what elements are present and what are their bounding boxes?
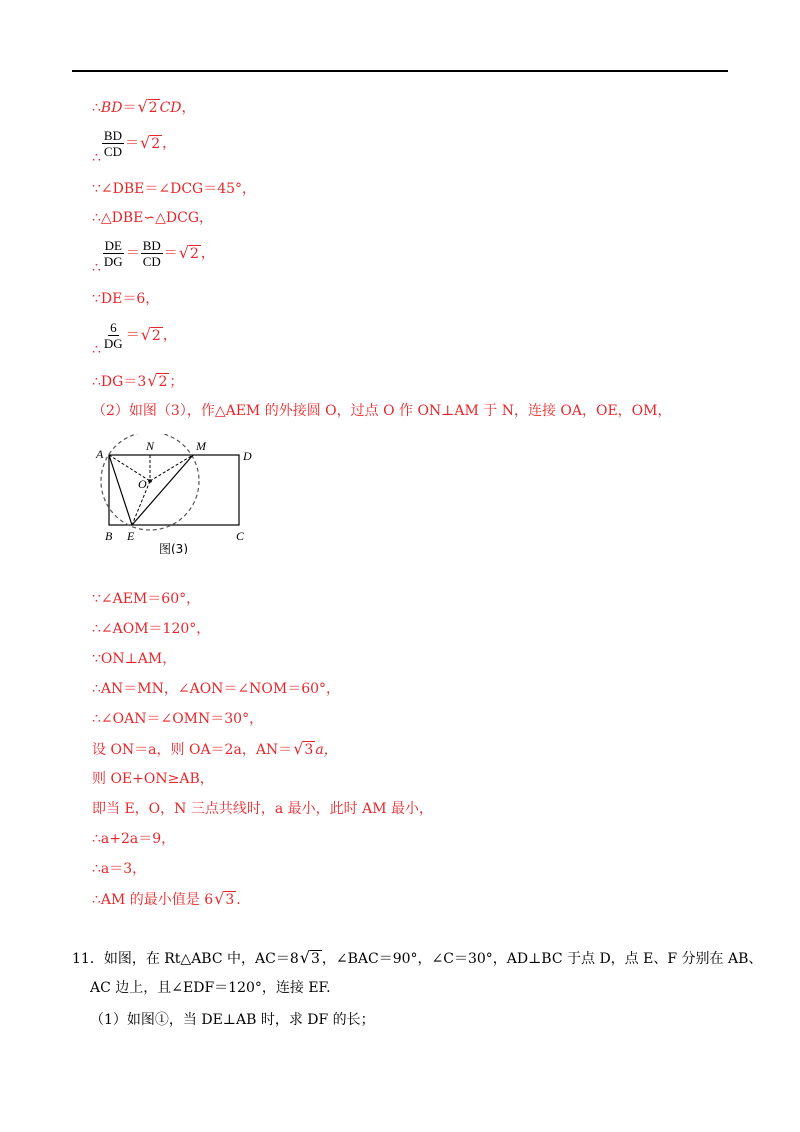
sqrt-expression: √2: [139, 132, 161, 152]
label-m: M: [196, 439, 206, 453]
equals: ＝: [163, 245, 178, 262]
problem-11-text-cont: ，∠BAC＝90°，∠C＝30°，AD⊥BC 于点 D，点 E、F 分别在 AB、: [321, 951, 763, 967]
line-an-mn: ∴AN＝MN，∠AON＝∠NOM＝60°，: [92, 681, 341, 697]
sqrt-expression: √2: [178, 242, 199, 262]
label-c: C: [236, 529, 245, 543]
sqrt-expression: √2: [137, 97, 158, 116]
segment-ae: [109, 455, 132, 525]
text-dg: ∴DG＝3: [92, 374, 147, 390]
line-aem: ∵∠AEM＝60°，: [92, 591, 201, 607]
label-b: B: [105, 529, 113, 543]
line-part2-intro: （2）如图（3），作△AEM 的外接圆 O，过点 O 作 ON⊥AM 于 N，连接 OA，OE，OM，: [92, 403, 672, 419]
problem-11-text: 11．如图，在 Rt△ABC 中，AC＝8: [72, 951, 299, 967]
line-oe-on: 则 OE+ON≥AB，: [92, 771, 214, 787]
problem-11-line1: [72, 948, 762, 969]
line-oan: ∴∠OAN＝∠OMN＝30°，: [92, 711, 264, 727]
punct: ，: [162, 135, 177, 152]
line-a-3: ∴a＝3，: [92, 861, 147, 877]
figure-3: [92, 434, 272, 554]
fraction-bd-cd: $\frac{BD}{CD}$: [142, 238, 161, 269]
line-frac-bd-cd: [92, 128, 177, 166]
text-set-on: 设 ON＝a，则 OA＝2a，AN＝: [92, 742, 293, 758]
label-n: N: [146, 439, 155, 453]
center-point: [148, 479, 152, 483]
therefore-symbol: ∴: [92, 149, 101, 166]
equals: ＝: [125, 245, 140, 262]
sqrt-expression: √3: [214, 889, 235, 908]
text-bd: BD: [100, 100, 123, 116]
equals: ＝: [125, 327, 140, 344]
text-am-min: ∴AM 的最小值是 6: [92, 892, 214, 908]
punct: ，: [162, 327, 177, 344]
line-angles: ∵∠DBE＝∠DCG＝45°，: [92, 181, 257, 197]
line-bd-eq: [92, 98, 196, 117]
label-o: O: [138, 477, 147, 491]
fraction-de-dg: $\frac{DE}{DG}$: [103, 238, 123, 269]
therefore-symbol: ∴: [92, 341, 101, 358]
sqrt-expression: √3: [293, 739, 314, 758]
equals: ＝: [122, 100, 137, 116]
line-frac-de-dg: [92, 238, 215, 276]
line-dg-result: [92, 372, 183, 391]
segment-om: [150, 455, 193, 481]
fraction-6-dg: $\frac{6}{DG}$: [103, 320, 123, 351]
problem-11-line2: AC 边上，且∠EDF＝120°，连接 EF.: [90, 980, 331, 996]
punct: ，: [181, 100, 196, 116]
line-aom: ∴∠AOM＝120°，: [92, 621, 211, 637]
line-similar: ∴△DBE∽△DCG，: [92, 210, 214, 226]
sqrt-expression: √3: [299, 948, 320, 967]
line-on-perp: ∵ON⊥AM，: [92, 651, 177, 667]
label-e: E: [127, 529, 135, 543]
equals: ＝: [124, 135, 139, 152]
line-a-sum: ∴a+2a＝9，: [92, 831, 176, 847]
line-de-6: ∵DE＝6，: [92, 291, 160, 307]
punct: a，: [315, 742, 338, 758]
line-frac-6-dg: [92, 320, 177, 358]
problem-11-part1: （1）如图①，当 DE⊥AB 时，求 DF 的长；: [90, 1012, 375, 1028]
therefore-symbol: ∴: [92, 100, 101, 116]
header-rule: [72, 70, 728, 72]
sqrt-expression: √2: [140, 324, 161, 344]
label-a: A: [96, 447, 104, 461]
punct: .: [236, 892, 241, 908]
line-set-on: [92, 740, 338, 759]
sqrt-expression: √2: [147, 371, 168, 390]
line-am-min: [92, 890, 241, 909]
punct: ；: [169, 374, 184, 390]
line-collinear: 即当 E，O，N 三点共线时，a 最小，此时 AM 最小，: [92, 801, 433, 817]
text-cd: CD: [159, 100, 182, 116]
label-d: D: [243, 449, 252, 463]
figure-caption: 图(3): [159, 542, 188, 554]
fraction-bd-cd: $\frac{BD}{CD}$: [103, 128, 122, 159]
therefore-symbol: ∴: [92, 259, 101, 276]
punct: ，: [200, 245, 215, 262]
